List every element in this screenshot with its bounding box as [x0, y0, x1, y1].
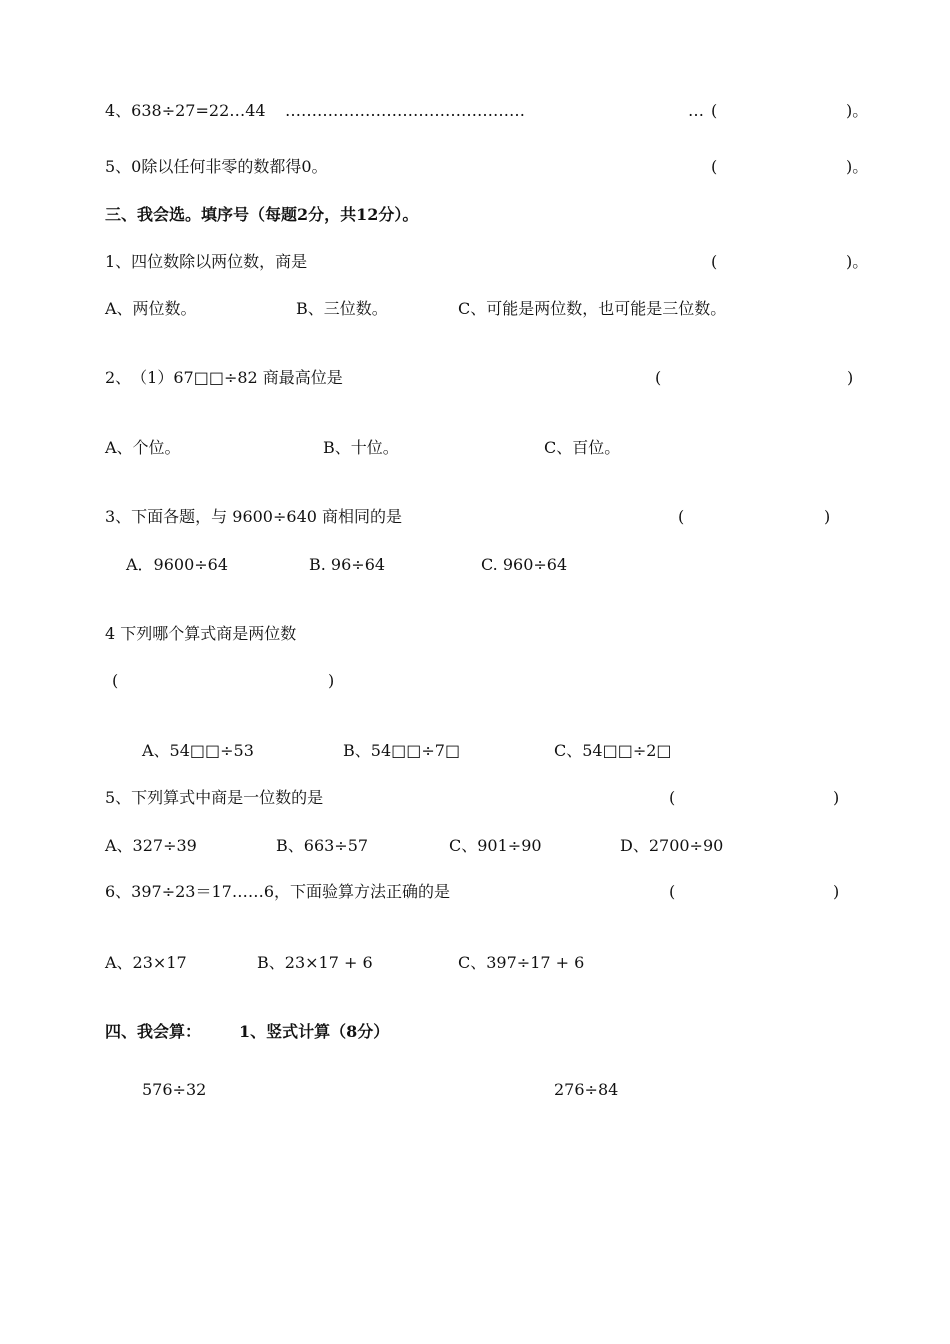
p3-q4-text: 4 下列哪个算式商是两位数 [105, 624, 297, 643]
part4-subheading: 1、竖式计算（8分） [239, 1022, 390, 1041]
p3-q4-option-a: A、54□□÷53 [142, 741, 254, 760]
part3-heading: 三、我会选。填序号（每题2分，共12分）。 [105, 205, 419, 224]
p3-q3-option-a: A．9600÷64 [126, 555, 229, 574]
q5-text: 5、0除以任何非零的数都得0。 [105, 157, 328, 176]
p3-q1-option-c: C、可能是两位数，也可能是三位数。 [458, 299, 727, 318]
q4-dots: ……………………………………… [285, 101, 525, 120]
p3-q2-option-c: C、百位。 [544, 438, 621, 457]
calc-problem-2: 276÷84 [554, 1080, 619, 1099]
p3-q6-option-c: C、397÷17 + 6 [458, 953, 585, 972]
p3-q1-paren-open: ( [711, 252, 718, 271]
p3-q5-option-d: D、2700÷90 [620, 836, 724, 855]
q5-paren-close: )。 [846, 157, 869, 176]
p3-q2-option-b: B、十位。 [323, 438, 399, 457]
calc-problem-1: 576÷32 [142, 1080, 207, 1099]
p3-q1-option-b: B、三位数。 [296, 299, 388, 318]
p3-q5-paren-open: ( [669, 788, 676, 807]
p3-q2-option-a: A、个位。 [105, 438, 181, 457]
p3-q5-option-b: B、663÷57 [276, 836, 369, 855]
p3-q1-text: 1、四位数除以两位数，商是 [105, 252, 308, 271]
p3-q4-paren-close: ) [328, 671, 335, 690]
p3-q1-paren-close: )。 [846, 252, 869, 271]
q4-text: 4、638÷27=22…44 [105, 101, 266, 120]
p3-q5-text: 5、下列算式中商是一位数的是 [105, 788, 324, 807]
q4-dots-end: … [688, 101, 704, 120]
q5-paren-open: ( [711, 157, 718, 176]
p3-q6-option-b: B、23×17 + 6 [257, 953, 373, 972]
p3-q2-text: 2、 （1）67□□÷82 商最高位是 [105, 368, 343, 387]
p3-q5-option-a: A、327÷39 [105, 836, 197, 855]
p3-q1-option-a: A、两位数。 [105, 299, 197, 318]
p3-q2-paren-open: ( [655, 368, 662, 387]
p3-q6-text: 6、397÷23＝17……6，下面验算方法正确的是 [105, 882, 451, 901]
part4-heading: 四、我会算： [105, 1022, 202, 1041]
p3-q5-paren-close: ) [833, 788, 840, 807]
p3-q3-option-c: C. 960÷64 [481, 555, 568, 574]
p3-q2-paren-close: ) [847, 368, 854, 387]
p3-q4-option-b: B、54□□÷7□ [343, 741, 461, 760]
p3-q4-option-c: C、54□□÷2□ [554, 741, 672, 760]
p3-q3-paren-close: ) [824, 507, 831, 526]
p3-q4-paren-open: ( [112, 671, 119, 690]
p3-q5-option-c: C、901÷90 [449, 836, 542, 855]
p3-q3-paren-open: ( [678, 507, 685, 526]
q4-paren-close: )。 [846, 101, 869, 120]
p3-q6-paren-open: ( [669, 882, 676, 901]
p3-q6-option-a: A、23×17 [105, 953, 187, 972]
p3-q6-paren-close: ) [833, 882, 840, 901]
p3-q3-option-b: B. 96÷64 [309, 555, 386, 574]
q4-paren-open: ( [711, 101, 718, 120]
p3-q3-text: 3、下面各题，与 9600÷640 商相同的是 [105, 507, 403, 526]
